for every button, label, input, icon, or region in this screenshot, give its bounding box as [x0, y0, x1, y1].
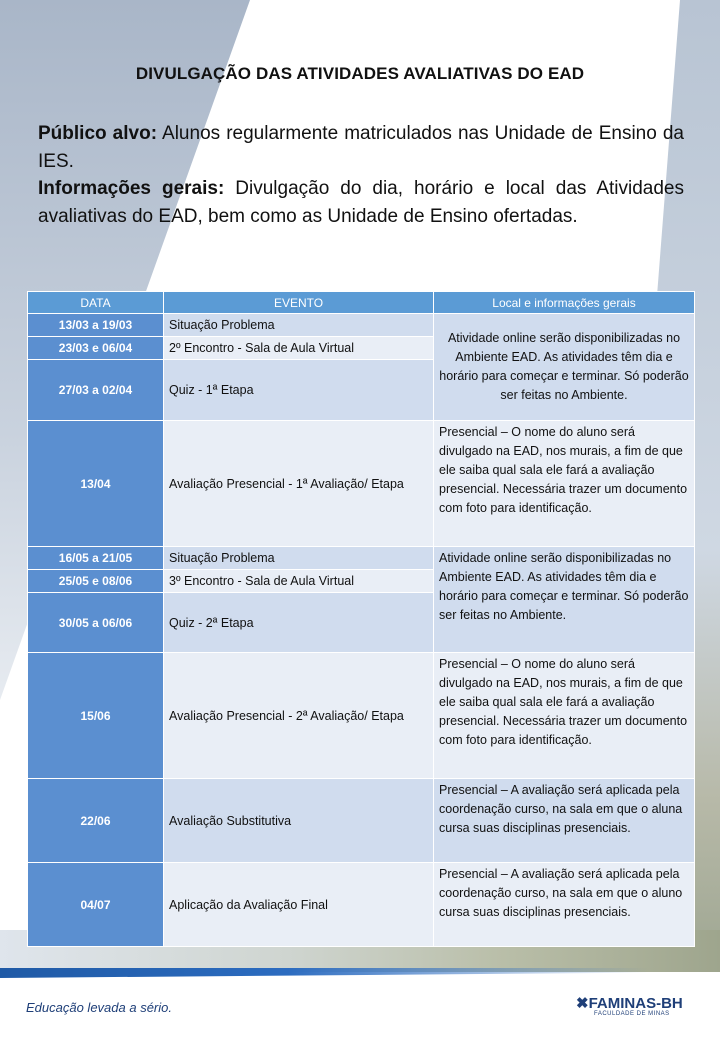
table-row — [28, 653, 695, 779]
date-cell: 13/03 a 19/03 — [28, 314, 164, 337]
event-cell: Aplicação da Avaliação Final — [164, 863, 434, 947]
info-cell: Presencial – A avaliação será aplicada pela coordenação curso, na sala em que o aluna cursa suas disciplinas presenciais. — [434, 779, 695, 863]
date-cell: 13/04 — [28, 421, 164, 547]
target-audience-label: Público alvo: — [38, 123, 158, 144]
event-cell: Quiz - 2ª Etapa — [164, 593, 434, 653]
table-header-row — [28, 292, 695, 314]
logo-subtitle: FACULDADE DE MINAS — [594, 1011, 670, 1017]
date-cell: 04/07 — [28, 863, 164, 947]
page-title: DIVULGAÇÃO DAS ATIVIDADES AVALIATIVAS DO EAD — [135, 64, 585, 83]
date-cell: 15/06 — [28, 653, 164, 779]
event-cell: Situação Problema — [164, 547, 434, 570]
date-cell: 25/05 e 08/06 — [28, 570, 164, 593]
schedule-table — [27, 291, 695, 947]
header-info: Local e informações gerais — [434, 292, 695, 314]
target-audience-text: Alunos regularmente matriculados nas Unidade de Ensino da IES. — [38, 123, 684, 172]
event-cell: Quiz - 1ª Etapa — [164, 360, 434, 421]
date-cell: 23/03 e 06/04 — [28, 337, 164, 360]
general-info-label: Informações gerais: — [38, 178, 225, 199]
logo-wordmark — [576, 994, 683, 1012]
info-cell: Presencial – O nome do aluno será divulgado na EAD, nos murais, a fim de que ele saiba qual sala ele fará a avaliação presencial. Necessária trazer um documento com foto para identificação. — [434, 421, 695, 547]
footer-slogan: Educação levada a sério. — [26, 1000, 172, 1015]
date-cell: 16/05 a 21/05 — [28, 547, 164, 570]
event-cell: 2º Encontro - Sala de Aula Virtual — [164, 337, 434, 360]
header-date: DATA — [28, 292, 164, 314]
table-row — [28, 547, 695, 570]
table-row — [28, 421, 695, 547]
date-cell: 27/03 a 02/04 — [28, 360, 164, 421]
logo-x-icon: ✖ — [576, 995, 589, 1012]
info-cell: Atividade online serão disponibilizadas no Ambiente EAD. As atividades têm dia e horário para começar e terminar. Só poderão ser feitas no Ambiente. — [434, 314, 695, 421]
general-info-text: Divulgação do dia, horário e local das Atividades avaliativas do EAD, bem como as Unidade de Ensino ofertadas. — [38, 178, 684, 227]
event-cell: Situação Problema — [164, 314, 434, 337]
table-row — [28, 863, 695, 947]
event-cell: Avaliação Presencial - 1ª Avaliação/ Etapa — [164, 421, 434, 547]
logo-text: FAMINAS-BH — [588, 995, 683, 1012]
date-cell: 22/06 — [28, 779, 164, 863]
table-row — [28, 314, 695, 337]
info-cell: Presencial – A avaliação será aplicada pela coordenação curso, na sala em que o aluno cursa suas disciplinas presenciais. — [434, 863, 695, 947]
header-event: EVENTO — [164, 292, 434, 314]
event-cell: Avaliação Substitutiva — [164, 779, 434, 863]
general-info-paragraph — [38, 175, 684, 231]
table-row — [28, 779, 695, 863]
event-cell: 3º Encontro - Sala de Aula Virtual — [164, 570, 434, 593]
event-cell: Avaliação Presencial - 2ª Avaliação/ Etapa — [164, 653, 434, 779]
faminas-logo — [576, 994, 696, 1024]
info-cell: Atividade online serão disponibilizadas no Ambiente EAD. As atividades têm dia e horário para começar e terminar. Só poderão ser feitas no Ambiente. — [434, 547, 695, 653]
target-audience-paragraph — [38, 120, 684, 176]
info-cell: Presencial – O nome do aluno será divulgado na EAD, nos murais, a fim de que ele saiba qual sala ele fará a avaliação presencial. Necessária trazer um documento com foto para identificação. — [434, 653, 695, 779]
date-cell: 30/05 a 06/06 — [28, 593, 164, 653]
